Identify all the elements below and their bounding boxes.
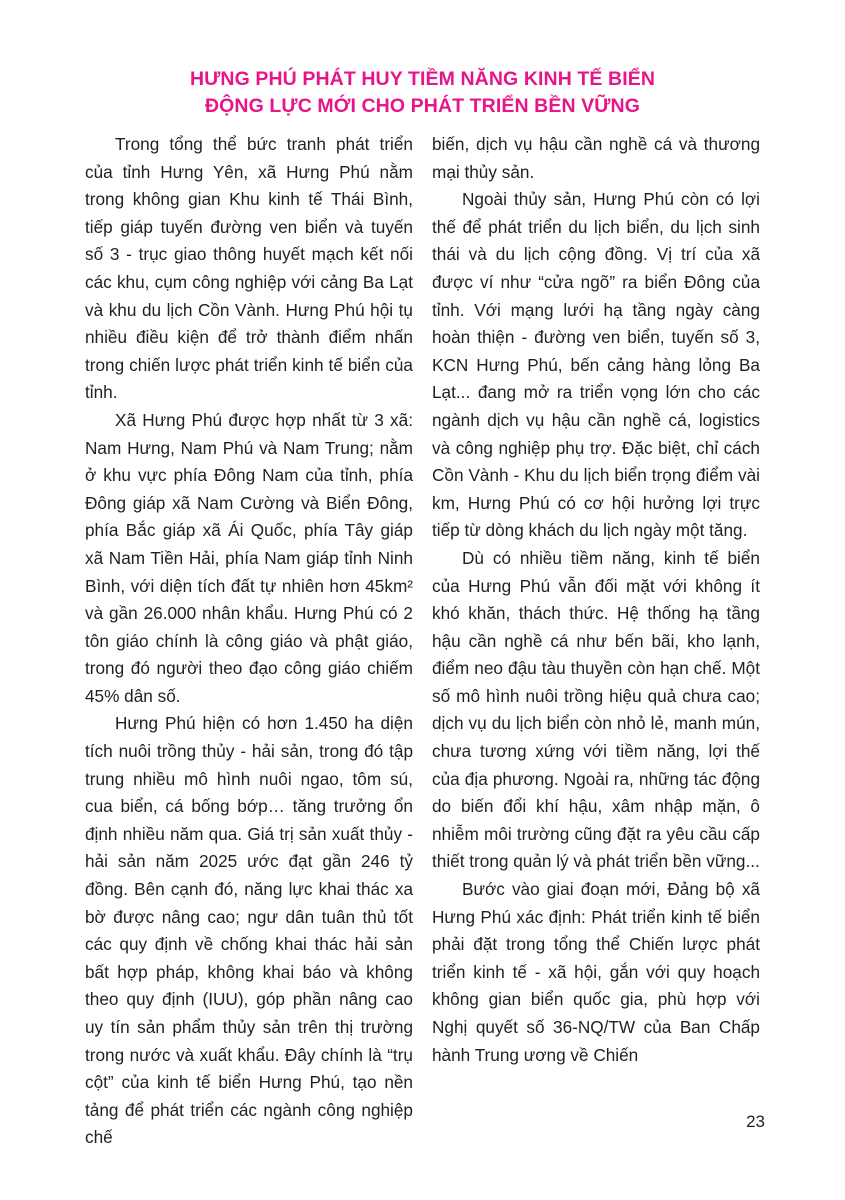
left-column — [85, 131, 413, 1152]
right-column — [432, 131, 760, 1069]
paragraph: Trong tổng thể bức tranh phát triển của tỉnh Hưng Yên, xã Hưng Phú nằm trong không gian Khu kinh tế Thái Bình, tiếp giáp tuyến đường ven biển và tuyến số 3 - trục giao thông huyết mạch kết nối các khu, cụm công nghiệp với cảng Ba Lạt và khu du lịch Cồn Vành. Hưng Phú hội tụ nhiều điều kiện để trở thành điểm nhấn trong chiến lược phát triển kinh tế biển của tỉnh. — [85, 134, 413, 403]
article-title — [0, 66, 845, 120]
paragraph: Ngoài thủy sản, Hưng Phú còn có lợi thế để phát triển du lịch biển, du lịch sinh thái và du lịch cộng đồng. Vị trí của xã được ví như “cửa ngõ” ra biển Đông của tỉnh. Với mạng lưới hạ tầng ngày càng hoàn thiện - đường ven biển, tuyến số 3, KCN Hưng Phú, bến cảng hàng lỏng Ba Lạt... đang mở ra triển vọng lớn cho các ngành dịch vụ hậu cần nghề cá, logistics và công nghiệp phụ trợ. Đặc biệt, chỉ cách Cồn Vành - Khu du lịch biển trọng điểm vài km, Hưng Phú có cơ hội hưởng lợi trực tiếp từ dòng khách du lịch ngày một tăng. — [432, 189, 760, 541]
paragraph: Xã Hưng Phú được hợp nhất từ 3 xã: Nam Hưng, Nam Phú và Nam Trung; nằm ở khu vực phía Đông Nam của tỉnh, phía Đông giáp xã Nam Cường và Biển Đông, phía Bắc giáp xã Ái Quốc, phía Tây giáp xã Nam Tiền Hải, phía Nam giáp tỉnh Ninh Bình, với diện tích đất tự nhiên hơn 45km² và gần 26.000 nhân khẩu. Hưng Phú có 2 tôn giáo chính là công giáo và phật giáo, trong đó người theo đạo công giáo chiếm 45% dân số. — [85, 409, 413, 706]
title-line-1: HƯNG PHÚ PHÁT HUY TIỀM NĂNG KINH TẾ BIỂN — [189, 68, 656, 90]
title-line-2: ĐỘNG LỰC MỚI CHO PHÁT TRIỂN BỀN VỮNG — [204, 95, 640, 117]
paragraph: Dù có nhiều tiềm năng, kinh tế biển của Hưng Phú vẫn đối mặt với không ít khó khăn, thách thức. Hệ thống hạ tầng hậu cần nghề cá như bến bãi, kho lạnh, điểm neo đậu tàu thuyền còn hạn chế. Một số mô hình nuôi trồng hiệu quả chưa cao; dịch vụ du lịch biển còn nhỏ lẻ, manh mún, chưa tương xứng với tiềm năng, lợi thế của địa phương. Ngoài ra, những tác động do biến đổi khí hậu, xâm nhập mặn, ô nhiễm môi trường cũng đặt ra yêu cầu cấp thiết trong quản lý và phát triển bền vững... — [432, 547, 760, 872]
page-number: 23 — [746, 1112, 765, 1131]
paragraph: Hưng Phú hiện có hơn 1.450 ha diện tích nuôi trồng thủy - hải sản, trong đó tập trung nhiều mô hình nuôi ngao, tôm sú, cua biển, cá bống bớp… tăng trưởng ổn định nhiều năm qua. Giá trị sản xuất thủy - hải sản năm 2025 ước đạt gần 246 tỷ đồng. Bên cạnh đó, năng lực khai thác xa bờ được nâng cao; ngư dân tuân thủ tốt các quy định về chống khai thác hải sản bất hợp pháp, không khai báo và không theo quy định (IUU), góp phần nâng cao uy tín sản phẩm thủy sản trên thị trường trong nước và xuất khẩu. Đây chính là “trụ cột” của kinh tế biển Hưng Phú, tạo nền tảng để phát triển các ngành công nghiệp chế — [85, 713, 413, 1148]
paragraph: Bước vào giai đoạn mới, Đảng bộ xã Hưng Phú xác định: Phát triển kinh tế biển phải đặt trong tổng thể Chiến lược phát triển kinh tế - xã hội, gắn với quy hoạch không gian biển quốc gia, phù hợp với Nghị quyết số 36-NQ/TW của Ban Chấp hành Trung ương về Chiến — [432, 879, 760, 1065]
paragraph-continuation: biến, dịch vụ hậu cần nghề cá và thương mại thủy sản. — [432, 134, 760, 182]
